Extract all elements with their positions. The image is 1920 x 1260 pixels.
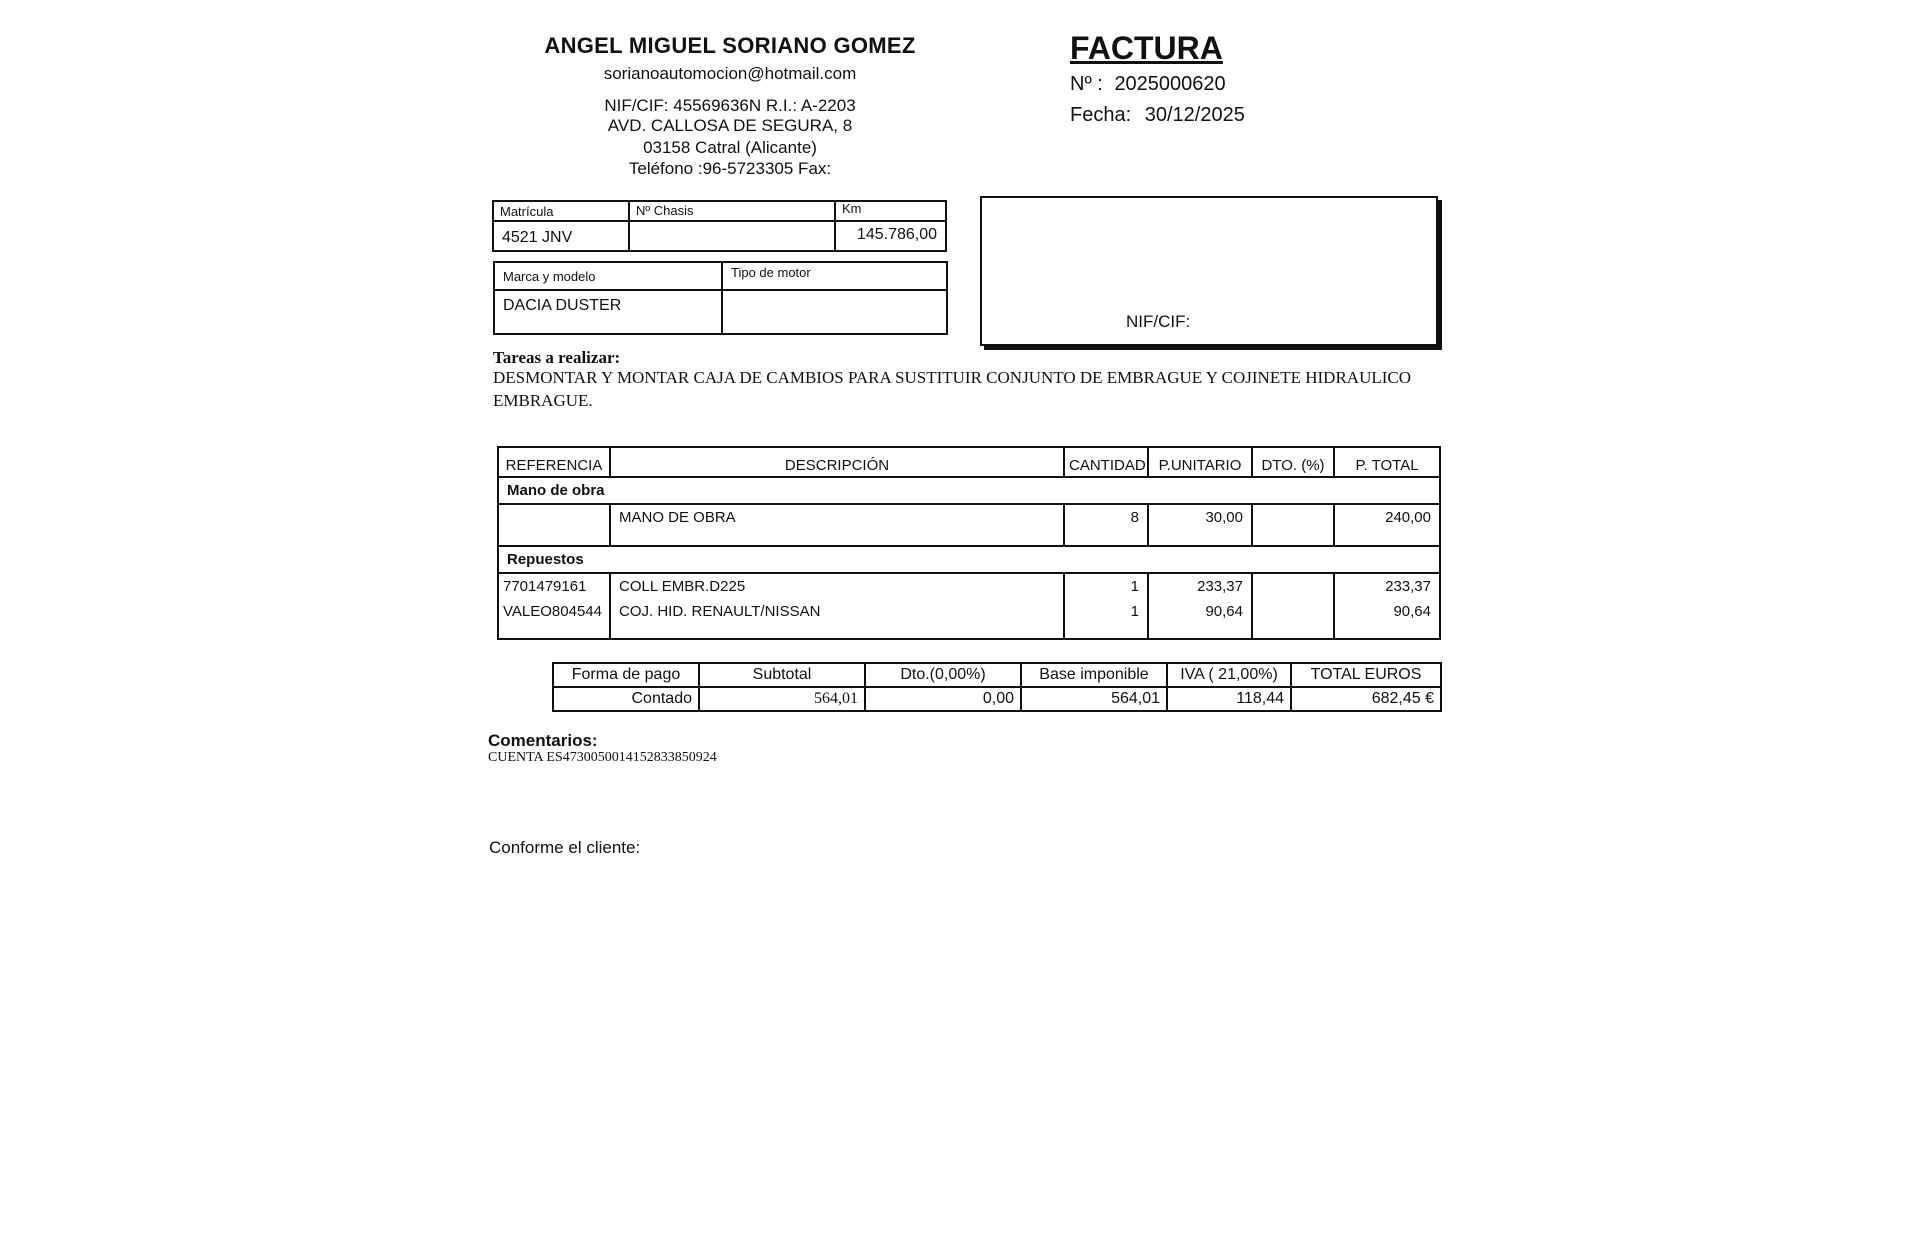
- vehicle-id-box: [492, 200, 947, 252]
- part-dto: [1252, 573, 1334, 599]
- company-email: sorianoautomocion@hotmail.com: [603, 64, 857, 83]
- invoice-number: 2025000620: [1114, 73, 1226, 95]
- table-row: [498, 599, 1440, 639]
- labor-qty: 8: [1064, 504, 1148, 546]
- invoice-date-line: [1070, 104, 1245, 127]
- table-row: [498, 504, 1440, 546]
- tasks-line-2: EMBRAGUE.: [493, 391, 593, 410]
- header-descripcion: DESCRIPCIÓN: [610, 447, 1064, 477]
- company-address: AVD. CALLOSA DE SEGURA, 8: [607, 116, 853, 135]
- labor-dto: [1252, 504, 1334, 546]
- parts-section-row: [498, 546, 1440, 573]
- vehicle-col-divider-2: [834, 202, 836, 250]
- header-p-unitario: P.UNITARIO: [1148, 447, 1252, 477]
- header-p-total: P. TOTAL: [1334, 447, 1440, 477]
- discount-value: 0,00: [865, 687, 1021, 711]
- company-nif: NIF/CIF: 45569636N R.I.: A-2203: [604, 96, 856, 115]
- totals-header-forma-pago: Forma de pago: [553, 663, 699, 687]
- header-referencia: REFERENCIA: [498, 447, 610, 477]
- header-dto: DTO. (%): [1252, 447, 1334, 477]
- company-phone: Teléfono :96-5723305 Fax:: [628, 159, 832, 178]
- totals-table: [552, 662, 1442, 712]
- part-unit: 90,64: [1148, 599, 1252, 639]
- conforme-cliente-label: Conforme el cliente:: [489, 838, 641, 857]
- client-box: [980, 196, 1438, 346]
- part-ref: 7701479161: [498, 573, 610, 599]
- tasks-label: Tareas a realizar:: [493, 348, 621, 367]
- invoice-number-label: Nº :: [1070, 73, 1103, 95]
- part-qty: 1: [1064, 573, 1148, 599]
- invoice-number-line: [1070, 73, 1226, 96]
- matricula-value: 4521 JNV: [502, 229, 573, 246]
- vehicle-col-divider-1: [628, 202, 630, 250]
- company-name: ANGEL MIGUEL SORIANO GOMEZ: [544, 33, 916, 58]
- base-value: 564,01: [1021, 687, 1167, 711]
- totals-values-row: [553, 687, 1441, 711]
- tasks-text: [493, 366, 1423, 412]
- totals-header-iva: IVA ( 21,00%): [1167, 663, 1291, 687]
- labor-total: 240,00: [1334, 504, 1440, 546]
- items-header-row: [498, 447, 1440, 477]
- vehicle-model-box: [493, 261, 948, 335]
- chasis-label: Nº Chasis: [636, 203, 694, 218]
- part-desc: COLL EMBR.D225: [610, 573, 1064, 599]
- labor-unit: 30,00: [1148, 504, 1252, 546]
- part-qty: 1: [1064, 599, 1148, 639]
- km-label: Km: [842, 201, 862, 216]
- totals-header-base: Base imponible: [1021, 663, 1167, 687]
- comments-label: Comentarios:: [488, 731, 598, 750]
- invoice-title: FACTURA: [1070, 30, 1223, 66]
- totals-header-row: [553, 663, 1441, 687]
- part-total: 233,37: [1334, 573, 1440, 599]
- iva-value: 118,44: [1167, 687, 1291, 711]
- invoice-date: 30/12/2025: [1144, 104, 1245, 126]
- items-table: [497, 446, 1441, 640]
- part-total: 90,64: [1334, 599, 1440, 639]
- parts-section-label: Repuestos: [498, 546, 1440, 573]
- part-dto: [1252, 599, 1334, 639]
- vehicle-id-divider: [494, 220, 945, 222]
- km-value: 145.786,00: [856, 226, 937, 243]
- part-ref: VALEO804544: [498, 599, 610, 639]
- table-row: [498, 573, 1440, 599]
- labor-desc: MANO DE OBRA: [610, 504, 1064, 546]
- labor-section-label: Mano de obra: [498, 477, 1440, 504]
- motor-label: Tipo de motor: [731, 265, 811, 280]
- labor-ref: [498, 504, 610, 546]
- payment-method: Contado: [553, 687, 699, 711]
- company-city: 03158 Catral (Alicante): [643, 138, 817, 157]
- part-desc: COJ. HID. RENAULT/NISSAN: [610, 599, 1064, 639]
- subtotal-value: 564,01: [699, 687, 865, 711]
- total-value: 682,45 €: [1291, 687, 1441, 711]
- matricula-label: Matrícula: [500, 204, 554, 219]
- marca-label: Marca y modelo: [503, 269, 596, 284]
- invoice-date-label: Fecha:: [1070, 104, 1132, 126]
- totals-header-total: TOTAL EUROS: [1291, 663, 1441, 687]
- labor-section-row: [498, 477, 1440, 504]
- tasks-line-1: DESMONTAR Y MONTAR CAJA DE CAMBIOS PARA SUSTITUIR CONJUNTO DE EMBRAGUE Y COJINETE HIDRAULICO: [493, 368, 1412, 387]
- marca-value: DACIA DUSTER: [503, 297, 622, 314]
- totals-header-dto: Dto.(0,00%): [865, 663, 1021, 687]
- client-nif-label: NIF/CIF:: [1126, 312, 1191, 331]
- header-cantidad: CANTIDAD: [1064, 447, 1148, 477]
- part-unit: 233,37: [1148, 573, 1252, 599]
- vehicle-model-col-divider: [721, 263, 723, 333]
- comments-text: CUENTA ES4730050014152833850924: [488, 750, 717, 765]
- totals-header-subtotal: Subtotal: [699, 663, 865, 687]
